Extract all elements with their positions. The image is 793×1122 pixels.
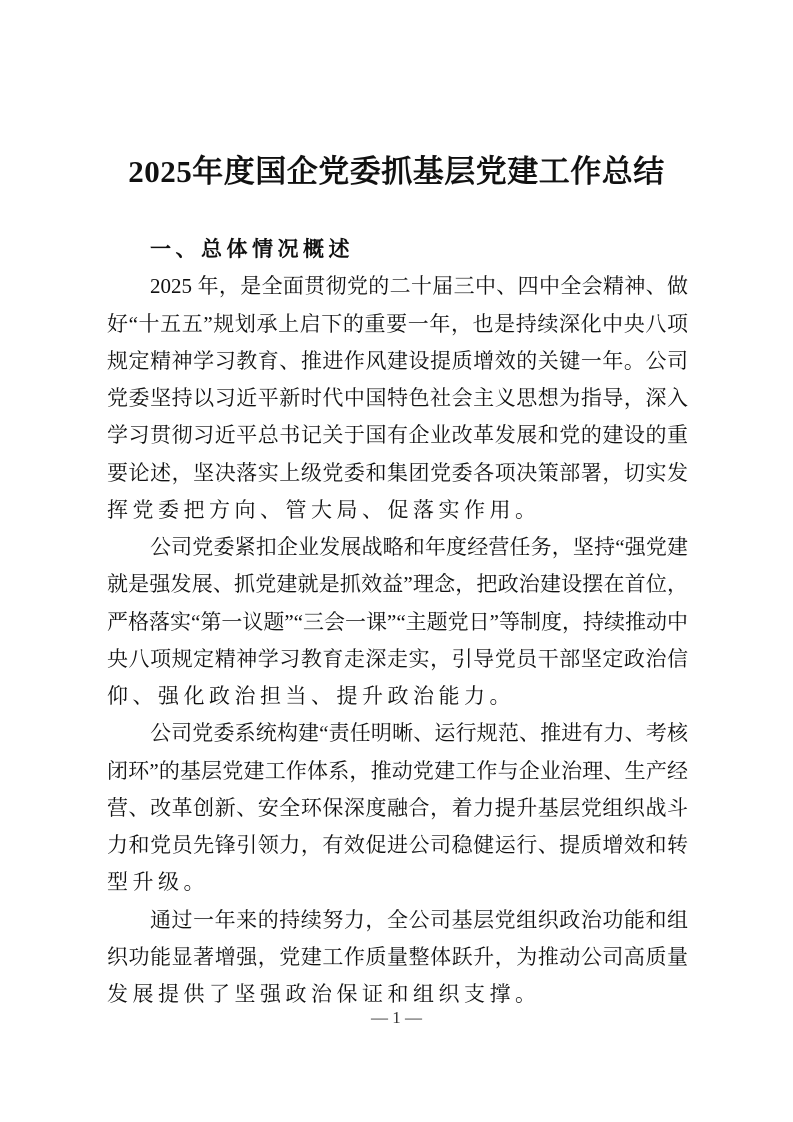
document-title: 2025年度国企党委抓基层党建工作总结 <box>128 154 665 189</box>
paragraph <box>107 715 688 901</box>
paragraph-line: 闭环”的基层党建工作体系，推动党建工作与企业治理、生产经 <box>107 758 688 783</box>
paragraph-line: 通过一年来的持续努力，全公司基层党组织政治功能和组 <box>150 907 688 932</box>
section-heading: 一、总体情况概述 <box>150 237 354 261</box>
paragraph-line: 挥党委把方向、管大局、促落实作用。 <box>107 497 541 522</box>
paragraph-line: 公司党委系统构建“责任明晰、运行规范、推进有力、考核 <box>150 721 688 746</box>
paragraph-line: 公司党委紧扣企业发展战略和年度经营任务，坚持“强党建 <box>150 535 688 559</box>
paragraph-line: 营、改革创新、安全环保深度融合，着力提升基层党组织战斗 <box>107 795 688 820</box>
paragraph-line: 央八项规定精神学习教育走深走实，引导党员干部坚定政治信 <box>107 646 688 671</box>
paragraph-line: 仰、强化政治担当、提升政治能力。 <box>107 684 515 708</box>
paragraph-line: 就是强发展、抓党建就是抓效益”理念，把政治建设摆在首位， <box>107 572 688 597</box>
paragraph <box>107 902 688 1014</box>
paragraph <box>107 529 688 715</box>
page-number: — 1 — <box>371 1008 422 1027</box>
paragraph-line: 学习贯彻习近平总书记关于国有企业改革发展和党的建设的重 <box>107 423 688 448</box>
paragraph-line: 好“十五五”规划承上启下的重要一年，也是持续深化中央八项 <box>107 311 688 336</box>
paragraph-line: 型升级。 <box>107 870 209 895</box>
paragraph-line: 党委坚持以习近平新时代中国特色社会主义思想为指导，深入 <box>107 386 688 410</box>
paragraph-line: 织功能显著增强，党建工作质量整体跃升，为推动公司高质量 <box>107 944 688 969</box>
paragraph-line: 要论述，坚决落实上级党委和集团党委各项决策部署，切实发 <box>107 460 688 485</box>
paragraphs <box>107 268 688 1013</box>
paragraph-line: 规定精神学习教育、推进作风建设提质增效的关键一年。公司 <box>107 348 688 373</box>
paragraph <box>107 268 688 529</box>
document-body <box>107 231 688 1013</box>
paragraph-line: 力和党员先锋引领力，有效促进公司稳健运行、提质增效和转 <box>107 833 688 857</box>
paragraph-line: 发展提供了坚强政治保证和组织支撑。 <box>107 982 541 1006</box>
paragraph-line: 2025 年，是全面贯彻党的二十届三中、四中全会精神、做 <box>150 274 688 299</box>
paragraph-line: 严格落实“第一议题”“三会一课”“主题党日”等制度，持续推动中 <box>107 609 688 634</box>
